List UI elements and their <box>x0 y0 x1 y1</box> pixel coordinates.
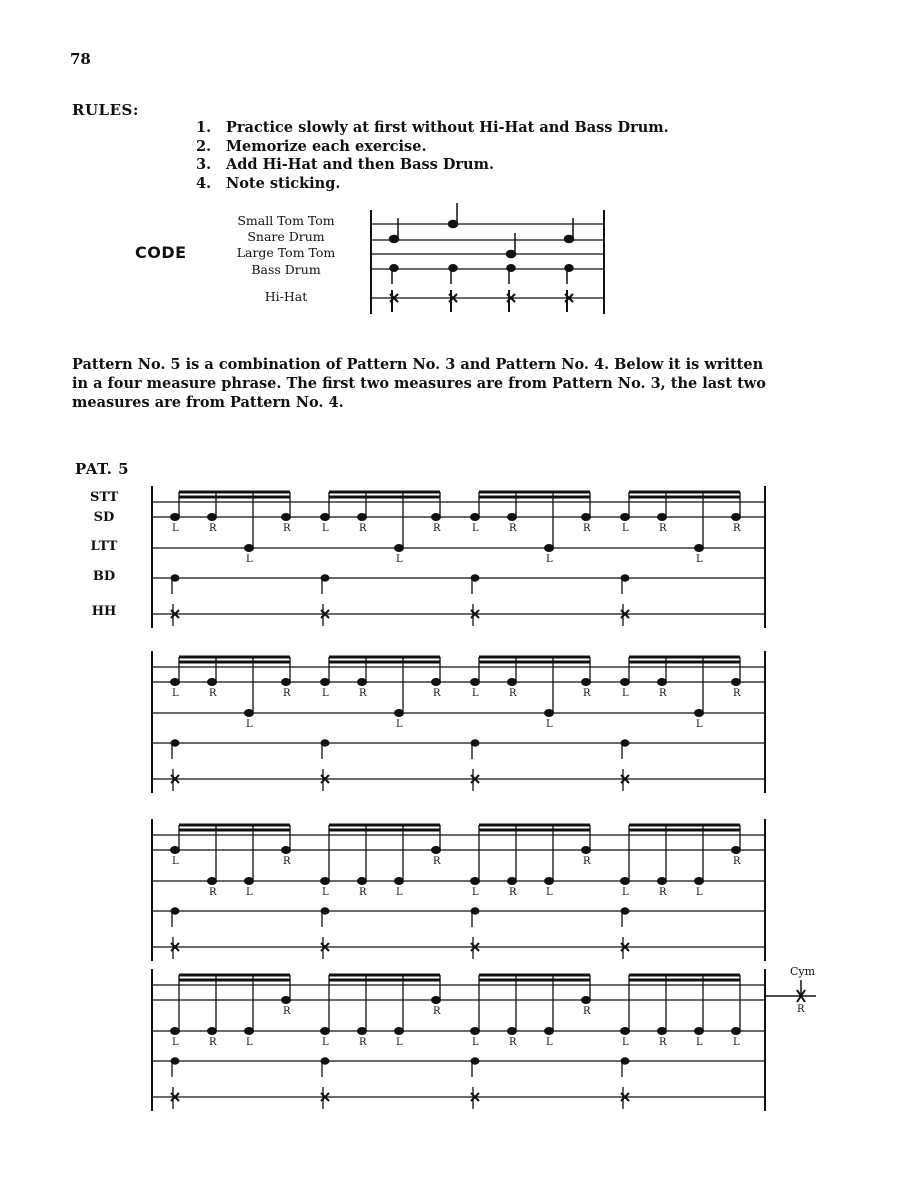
code-hihat-closed <box>390 290 398 312</box>
note-ltt <box>621 878 630 885</box>
note-sd <box>282 514 291 521</box>
note-sd <box>732 847 741 854</box>
note-ltt <box>471 878 480 885</box>
note-ltt <box>321 878 330 885</box>
sticking-l: L <box>546 887 553 898</box>
sticking-r: R <box>209 1037 217 1048</box>
code-label: CODE <box>135 243 187 262</box>
sticking-r: R <box>659 1037 667 1048</box>
sticking-r: R <box>433 688 441 699</box>
sticking-l: L <box>322 688 329 699</box>
sticking-l: L <box>172 688 179 699</box>
note-sd <box>282 847 291 854</box>
sticking-r: R <box>659 523 667 534</box>
sticking-r: R <box>733 523 741 534</box>
sticking-r: R <box>283 1006 291 1017</box>
note-ltt <box>695 710 704 717</box>
sticking-r: R <box>583 856 591 867</box>
note-ltt <box>545 1028 554 1035</box>
cymbal-label: Cym <box>790 965 816 978</box>
sticking-l: L <box>696 719 703 730</box>
sticking-l: L <box>696 887 703 898</box>
note-sd <box>658 679 667 686</box>
code-instrument-large-tom: Large Tom Tom <box>236 245 336 260</box>
sticking-r: R <box>283 523 291 534</box>
note-ltt <box>508 1028 517 1035</box>
sticking-l: L <box>622 887 629 898</box>
paragraph-line: in a four measure phrase. The first two measures are from Pattern No. 3, the last two <box>72 375 766 392</box>
rule-text: Note sticking. <box>226 174 341 192</box>
code-note-bass-drum <box>390 265 398 271</box>
sticking-l: L <box>322 523 329 534</box>
sticking-r: R <box>283 688 291 699</box>
code-note-large-tom <box>507 251 516 258</box>
sticking-r: R <box>733 856 741 867</box>
rules-title: RULES: <box>72 101 139 119</box>
cymbal-ending <box>766 965 816 1015</box>
note-ltt <box>621 1028 630 1035</box>
note-ltt <box>695 878 704 885</box>
sticking-l: L <box>472 1037 479 1048</box>
note-ltt <box>508 878 517 885</box>
note-ltt <box>658 1028 667 1035</box>
cymbal-sticking: R <box>797 1004 805 1015</box>
code-note-snare <box>565 236 574 243</box>
sticking-r: R <box>583 1006 591 1017</box>
system-4 <box>152 969 765 1111</box>
sticking-r: R <box>283 856 291 867</box>
sticking-l: L <box>472 688 479 699</box>
row-label-ltt: LTT <box>90 539 118 554</box>
note-sd <box>282 997 291 1004</box>
note-sd <box>321 514 330 521</box>
row-label-sd: SD <box>93 510 115 525</box>
note-sd <box>732 514 741 521</box>
note-ltt <box>395 878 404 885</box>
code-notes <box>390 203 574 312</box>
note-ltt <box>245 878 254 885</box>
code-hihat-closed <box>507 290 515 312</box>
note-sd <box>508 514 517 521</box>
sticking-l: L <box>472 523 479 534</box>
row-label-stt: STT <box>90 490 119 505</box>
sticking-l: L <box>546 719 553 730</box>
note-sd <box>171 514 180 521</box>
paragraph-line: measures are from Pattern No. 4. <box>72 394 344 411</box>
sticking-r: R <box>509 523 517 534</box>
note-ltt <box>695 1028 704 1035</box>
row-label-hh: HH <box>91 604 117 619</box>
sticking-r: R <box>209 887 217 898</box>
rule-text: Memorize each exercise. <box>226 137 427 155</box>
sticking-r: R <box>583 523 591 534</box>
note-sd <box>582 847 591 854</box>
rule-number: 1. <box>196 119 212 136</box>
note-sd <box>432 847 441 854</box>
note-sd <box>432 997 441 1004</box>
note-ltt <box>245 1028 254 1035</box>
code-instrument-hi-hat: Hi-Hat <box>264 289 308 304</box>
sticking-r: R <box>433 523 441 534</box>
note-ltt <box>545 545 554 552</box>
sticking-l: L <box>396 1037 403 1048</box>
sticking-r: R <box>583 688 591 699</box>
note-ltt <box>545 878 554 885</box>
sticking-r: R <box>359 523 367 534</box>
code-instrument-bass-drum: Bass Drum <box>251 262 321 277</box>
note-sd <box>358 679 367 686</box>
note-ltt <box>245 710 254 717</box>
code-instrument-snare: Snare Drum <box>247 229 325 244</box>
note-ltt <box>395 1028 404 1035</box>
note-ltt <box>321 1028 330 1035</box>
note-ltt <box>545 710 554 717</box>
system-1 <box>152 486 765 628</box>
sticking-l: L <box>322 1037 329 1048</box>
system-3 <box>152 819 765 961</box>
sticking-r: R <box>659 887 667 898</box>
note-sd <box>208 679 217 686</box>
note-sd <box>432 514 441 521</box>
sticking-l: L <box>472 887 479 898</box>
note-sd <box>171 847 180 854</box>
sticking-l: L <box>172 523 179 534</box>
code-note-snare <box>390 236 399 243</box>
pattern-title: PAT. 5 <box>75 460 130 478</box>
sticking-l: L <box>733 1037 740 1048</box>
code-hihat-closed <box>565 290 573 312</box>
sticking-r: R <box>209 688 217 699</box>
sticking-l: L <box>172 856 179 867</box>
sticking-l: L <box>396 719 403 730</box>
sticking-r: R <box>359 887 367 898</box>
note-sd <box>208 514 217 521</box>
note-ltt <box>732 1028 741 1035</box>
note-sd <box>282 679 291 686</box>
sticking-l: L <box>322 887 329 898</box>
page-number: 78 <box>70 50 91 68</box>
sticking-l: L <box>622 1037 629 1048</box>
note-sd <box>658 514 667 521</box>
sticking-r: R <box>509 1037 517 1048</box>
code-hihat-closed <box>449 290 457 312</box>
note-ltt <box>658 878 667 885</box>
rule-text: Add Hi-Hat and then Bass Drum. <box>226 156 494 173</box>
sticking-r: R <box>433 856 441 867</box>
sticking-l: L <box>246 554 253 565</box>
sticking-r: R <box>733 688 741 699</box>
note-sd <box>621 679 630 686</box>
sticking-l: L <box>246 887 253 898</box>
note-ltt <box>208 1028 217 1035</box>
sticking-l: L <box>246 1037 253 1048</box>
sticking-l: L <box>246 719 253 730</box>
note-sd <box>582 514 591 521</box>
sticking-r: R <box>359 688 367 699</box>
note-ltt <box>171 1028 180 1035</box>
rule-number: 2. <box>196 137 212 155</box>
pattern-systems <box>152 486 765 1111</box>
sticking-l: L <box>396 554 403 565</box>
note-ltt <box>245 545 254 552</box>
code-note-bass-drum <box>449 265 457 271</box>
note-ltt <box>395 710 404 717</box>
note-ltt <box>358 878 367 885</box>
note-sd <box>582 997 591 1004</box>
sticking-l: L <box>396 887 403 898</box>
rule-number: 4. <box>196 174 212 192</box>
sticking-l: L <box>622 688 629 699</box>
code-instrument-small-tom: Small Tom Tom <box>237 213 335 228</box>
sticking-l: L <box>546 1037 553 1048</box>
sticking-l: L <box>696 554 703 565</box>
sticking-r: R <box>359 1037 367 1048</box>
note-sd <box>321 679 330 686</box>
note-sd <box>471 514 480 521</box>
note-sd <box>432 679 441 686</box>
note-sd <box>621 514 630 521</box>
sticking-r: R <box>509 688 517 699</box>
note-ltt <box>208 878 217 885</box>
note-sd <box>471 679 480 686</box>
code-note-bass-drum <box>565 265 573 271</box>
code-note-bass-drum <box>507 265 515 271</box>
rule-number: 3. <box>196 156 212 173</box>
rule-text: Practice slowly at first without Hi-Hat and Bass Drum. <box>226 119 669 136</box>
paragraph-line: Pattern No. 5 is a combination of Pattern No. 3 and Pattern No. 4. Below it is written <box>72 356 764 373</box>
sticking-l: L <box>622 523 629 534</box>
note-sd <box>171 679 180 686</box>
note-sd <box>732 679 741 686</box>
note-sd <box>582 679 591 686</box>
note-ltt <box>695 545 704 552</box>
note-ltt <box>358 1028 367 1035</box>
sticking-l: L <box>546 554 553 565</box>
sticking-r: R <box>209 523 217 534</box>
note-ltt <box>395 545 404 552</box>
sticking-r: R <box>509 887 517 898</box>
note-ltt <box>471 1028 480 1035</box>
sticking-l: L <box>696 1037 703 1048</box>
sticking-r: R <box>433 1006 441 1017</box>
sticking-l: L <box>172 1037 179 1048</box>
row-label-bd: BD <box>92 569 116 584</box>
note-sd <box>508 679 517 686</box>
note-sd <box>358 514 367 521</box>
sticking-r: R <box>659 688 667 699</box>
system-2 <box>152 651 765 793</box>
code-note-small-tom <box>449 221 458 228</box>
